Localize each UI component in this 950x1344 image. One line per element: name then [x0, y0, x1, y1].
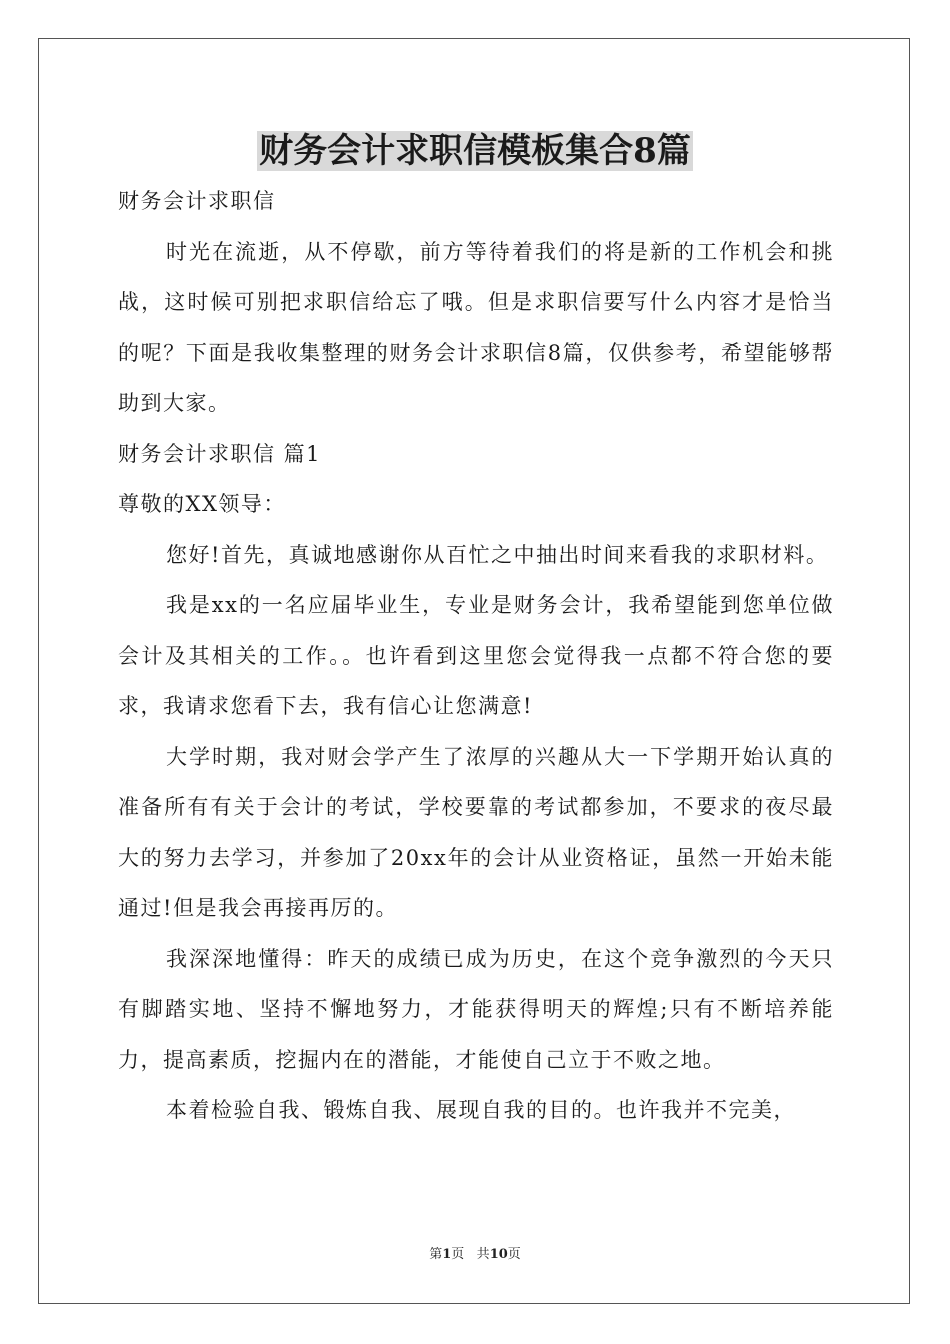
document-title	[0, 128, 950, 174]
intro-paragraph: 时光在流逝，从不停歇，前方等待着我们的将是新的工作机会和挑战，这时候可别把求职信给忘了哦。但是求职信要写什么内容才是恰当的呢？下面是我收集整理的财务会计求职信8篇，仅供参考，希望能够帮助到大家。	[118, 239, 834, 415]
total-suffix: 页	[507, 1247, 521, 1262]
page-footer	[0, 1246, 950, 1264]
intro-heading: 财务会计求职信	[118, 189, 276, 213]
document-title-text: 财务会计求职信模板集合8篇	[259, 131, 691, 171]
document-body	[118, 176, 834, 1136]
page-suffix: 页	[451, 1247, 465, 1262]
total-prefix: 共	[476, 1247, 490, 1262]
salutation: 尊敬的XX领导：	[118, 492, 286, 516]
total-pages: 10	[489, 1247, 508, 1262]
body-paragraph: 大学时期，我对财会学产生了浓厚的兴趣从大一下学期开始认真的准备所有有关于会计的考试，学校要靠的考试都参加，不要求的夜尽最大的努力去学习，并参加了20xx年的会计从业资格证，虽然一开始未能通过!但是我会再接再厉的。	[118, 744, 834, 920]
section-heading: 财务会计求职信 篇1	[118, 441, 322, 466]
body-paragraph: 我深深地懂得：昨天的成绩已成为历史，在这个竞争激烈的今天只有脚踏实地、坚持不懈地努力，才能获得明天的辉煌;只有不断培养能力，提高素质，挖掘内在的潜能，才能使自己立于不败之地。	[118, 946, 834, 1072]
body-paragraph: 我是xx的一名应届毕业生，专业是财务会计，我希望能到您单位做会计及其相关的工作。。也许看到这里您会觉得我一点都不符合您的要求，我请求您看下去，我有信心让您满意!	[118, 593, 834, 718]
body-paragraph: 本着检验自我、锻炼自我、展现自我的目的。也许我并不完美，	[166, 1098, 796, 1122]
page-number: 1	[442, 1247, 452, 1262]
page-prefix: 第	[429, 1247, 443, 1262]
body-paragraph: 您好!首先，真诚地感谢你从百忙之中抽出时间来看我的求职材料。	[166, 542, 829, 567]
